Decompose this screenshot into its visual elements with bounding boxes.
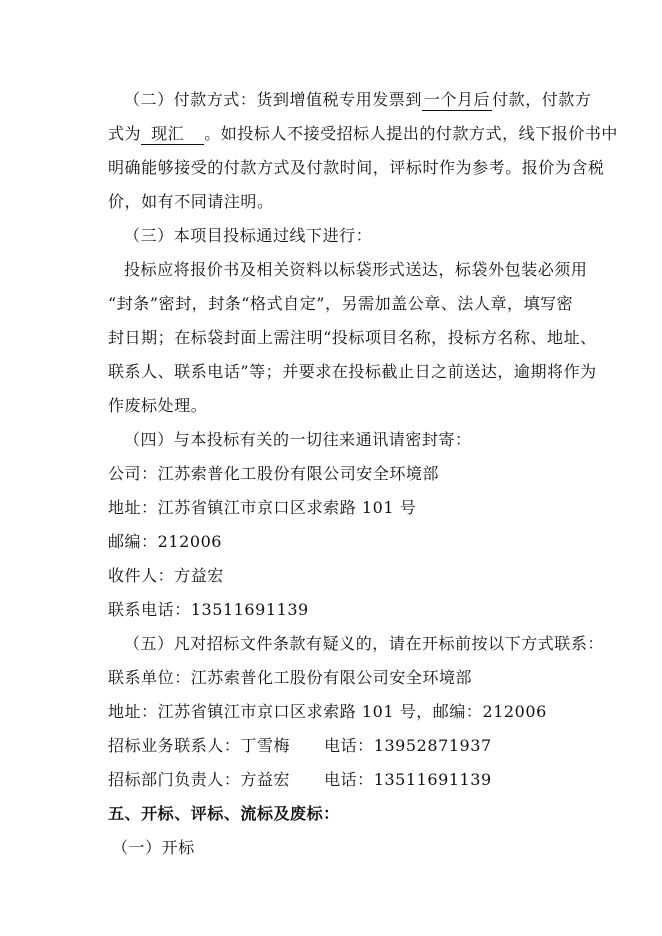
correspondence-postcode: 邮编：212006 xyxy=(108,532,223,551)
payment-line-2-post: 。如投标人不接受招标人提出的付款方式，线下报价书中 xyxy=(204,124,618,143)
bidding-line-2: “封条”密封，封条“格式自定”，另需加盖公章、法人章，填写密 xyxy=(108,294,574,313)
inquiry-contact-1 xyxy=(108,734,586,758)
inquiry-contact-2-phone: 电话：13511691139 xyxy=(324,770,492,789)
bidding-line-3: 封日期；在标袋封面上需注明“投标项目名称，投标方名称、地址、 xyxy=(108,328,597,347)
inquiry-contact-1-phone: 电话：13952871937 xyxy=(324,736,492,755)
payment-line-1 xyxy=(124,88,602,112)
bidding-line-1: 投标应将报价书及相关资料以标袋形式送达，标袋外包装必须用 xyxy=(124,260,588,279)
payment-method-underlined: 现汇 xyxy=(141,124,204,145)
correspondence-heading: （四）与本投标有关的一切往来通讯请密封寄： xyxy=(124,430,472,449)
correspondence-company: 公司：江苏索普化工股份有限公司安全环境部 xyxy=(108,464,440,483)
inquiry-heading: （五）凡对招标文件条款有疑义的，请在开标前按以下方式联系： xyxy=(124,634,604,653)
payment-line-2 xyxy=(108,122,618,146)
section-5-sub-1: （一）开标 xyxy=(112,838,195,857)
correspondence-address: 地址：江苏省镇江市京口区求索路 101 号 xyxy=(108,498,417,517)
bidding-line-4: 联系人、联系电话”等；并要求在投标截止日之前送达，逾期将作为 xyxy=(108,362,597,381)
payment-line-2-pre: 式为 xyxy=(108,124,142,143)
payment-line-1-pre: （二）付款方式：货到增值税专用发票到 xyxy=(124,90,422,109)
section-5-title: 五、开标、评标、流标及废标： xyxy=(108,804,340,823)
payment-line-4: 价，如有不同请注明。 xyxy=(108,192,274,211)
inquiry-unit: 联系单位：江苏索普化工股份有限公司安全环境部 xyxy=(108,668,473,687)
payment-line-3: 明确能够接受的付款方式及付款时间，评标时作为参考。报价为含税 xyxy=(108,158,605,177)
inquiry-contact-2 xyxy=(108,768,586,792)
payment-line-1-post: 付款，付款方 xyxy=(492,90,592,109)
inquiry-contact-1-label: 招标业务联系人：丁雪梅 xyxy=(108,736,291,755)
payment-term-underlined: 一个月后 xyxy=(423,90,491,109)
inquiry-contact-2-label: 招标部门负责人：方益宏 xyxy=(108,770,291,789)
correspondence-recipient: 收件人：方益宏 xyxy=(108,566,224,585)
correspondence-phone: 联系电话：13511691139 xyxy=(108,600,309,619)
inquiry-address: 地址：江苏省镇江市京口区求索路 101 号，邮编：212006 xyxy=(108,702,547,721)
bidding-line-5: 作废标处理。 xyxy=(108,396,208,415)
bidding-heading: （三）本项目投标通过线下进行： xyxy=(124,226,373,245)
